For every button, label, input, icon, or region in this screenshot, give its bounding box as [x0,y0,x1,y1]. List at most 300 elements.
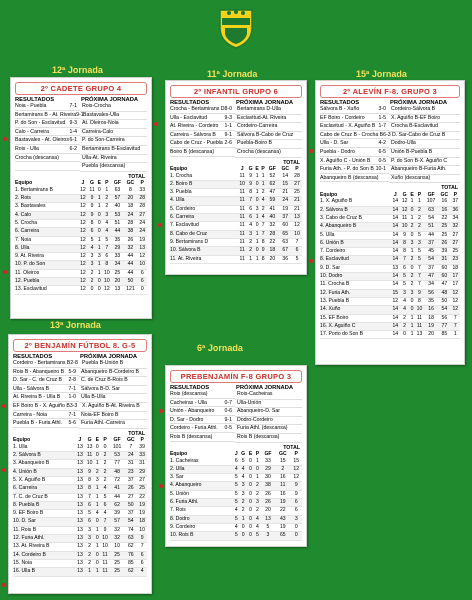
stat-cell: 9 [247,173,254,181]
stat-cell: 13 [77,493,83,500]
stat-cell: 3 [97,253,101,260]
stat-cell: 11 [416,322,423,329]
stat-cell: 5 [292,255,302,263]
stat-cell: 12 [392,297,399,304]
stat-cell: 2 [410,223,414,230]
stat-cell: 23 [124,468,137,476]
team-name: 8. Ulla [15,244,78,252]
stat-cell: 1 [410,322,414,329]
stat-cell: 24 [123,211,137,219]
stat-cell: 4 [239,474,247,482]
table-row [13,510,147,518]
match-score: 9-1 [76,111,84,118]
next-fixture: Rois-Crocha [82,103,111,109]
stat-cell: 1 [410,214,414,221]
stat-cell: 12 [452,297,459,304]
match-teams: Cordeiro - Bertamirans B [13,360,71,366]
results-section [166,385,306,443]
stat-cell: 31 [124,460,137,468]
stat-cell: 1 [97,236,101,243]
table-row [320,314,460,322]
stat-cell: 14 [279,173,292,181]
table-row [13,518,147,526]
stat-cell: 2 [410,273,414,280]
stat-cell: 13 [416,331,423,338]
stat-cell: 11 [275,482,290,490]
stat-cell: 13 [77,485,83,492]
stat-cell: 2 [239,499,247,507]
table-row [170,238,302,246]
standings-table [320,191,460,339]
team-name: 7. Rois [170,507,233,515]
stat-cell: 0 [247,490,254,498]
team-name: 9. At. Riveira [15,253,78,261]
stat-cell: 8 [261,255,265,262]
stat-cell: 12 [80,236,86,243]
stat-cell: 54 [124,518,137,526]
results-section [11,97,151,172]
stat-cell: 2 [100,476,110,484]
standings-header: G [402,191,407,198]
stat-cell: 28 [266,230,278,238]
stat-cell: 9 [100,526,110,534]
team-name: 2. Rois [15,195,78,203]
stat-cell: 53 [112,211,124,219]
stat-cell: 0 [95,518,99,525]
stat-cell: 11 [237,222,247,230]
stat-cell: 14 [392,206,399,213]
next-round-heading: PRÓXIMA JORNADA [81,97,139,103]
match-score: 7-1 [69,103,78,109]
stat-cell: 5 [254,532,261,540]
stat-cell: 6 [100,501,110,509]
stat-cell: 1 [415,198,424,206]
stat-cell: 9 [137,535,147,543]
match-teams: Puebla - Dodro [320,148,355,155]
stat-cell: 2 [100,452,110,460]
stat-cell: 32 [110,526,124,534]
stat-cell: 57 [112,195,124,203]
result-row [320,175,460,184]
stat-cell: 22 [438,214,451,222]
stat-cell: 0 [255,197,259,204]
stat-cell: 0 [239,523,247,531]
stat-cell: 11 [237,205,247,213]
table-row [170,532,302,540]
stat-cell: 1 [97,244,101,251]
stat-cell: 1 [410,331,414,338]
stat-cell: 6 [137,551,147,559]
stat-cell: 5 [88,236,97,244]
table-row [320,289,460,297]
table-row [320,248,460,256]
stat-cell: 6 [85,518,95,526]
stat-cell: 3 [102,211,111,219]
stat-cell: 35 [112,236,124,244]
stat-cell: 34 [424,281,438,289]
stat-cell: 65 [279,230,292,238]
match-teams: Puebla B - Furia Athl. [13,420,63,427]
result-row [13,386,147,395]
stat-cell: 33 [112,253,124,261]
next-fixture: Puebla (descansa) [82,163,126,170]
stat-cell: 16 [424,306,438,314]
standings-table [13,437,147,577]
highlight-dot [309,259,313,263]
stat-cell: 9 [400,231,409,239]
stat-cell: 5 [415,256,424,264]
stat-cell: 10 [86,460,93,467]
next-fixture: Furia Athl. (descansa) [237,425,288,432]
table-row [15,253,147,261]
stat-cell: 25 [438,223,451,231]
stat-cell: 0 [97,186,101,193]
stat-cell: 17 [452,273,459,280]
stat-cell: 14 [392,322,399,329]
stat-cell: 3 [95,476,99,483]
stat-cell: 19 [137,501,147,509]
stat-cell: 7 [261,222,265,229]
stat-cell: 0 [97,219,101,226]
match-score: 1-7 [378,123,387,130]
stat-cell: 14 [392,198,399,205]
next-fixture: Ulla B-Ulla [81,394,106,401]
table-row [320,256,460,264]
standings-header: P [295,166,299,173]
card-title: PREBENJAMÍN F-8 GRUPO 3 [170,370,302,383]
stat-cell: 28 [139,203,146,210]
table-row [320,264,460,272]
stat-cell: 3 [415,239,424,247]
stat-cell: 5 [400,281,409,289]
stat-cell: 10 [139,261,146,268]
stat-cell: 11 [85,452,95,460]
stat-cell: 1 [254,474,261,482]
highlight-dot [158,223,162,227]
standings-header: GC [278,451,287,458]
stat-cell: 5 [234,532,238,539]
result-row [13,403,147,412]
stat-cell: 24 [124,452,137,460]
team-name: 12. Furia Ath. [320,289,391,297]
stat-cell: 27 [452,231,459,238]
stat-cell: 1 [255,189,259,196]
stat-cell: 12 [401,206,408,213]
team-name: 1. Crocha [170,173,237,181]
stat-cell: 5 [415,248,424,256]
stat-cell: 31 [137,460,147,468]
results-heading: RESULTADOS [15,97,55,103]
stat-cell: 1 [95,543,99,550]
next-round-heading: PRÓXIMA JORNADA [236,100,294,106]
stat-cell: 12 [80,244,86,251]
stat-cell: 8 [102,261,111,269]
result-row [170,115,302,124]
stat-cell: 1 [95,526,99,533]
highlight-dot [309,149,313,153]
stat-cell: 18 [123,203,137,211]
match-teams: Rois B (descansa) [170,433,213,440]
stat-cell: 0 [247,532,254,540]
stat-cell: 44 [424,231,438,239]
stat-cell: 4 [102,228,111,236]
stat-cell: 0 [97,278,101,285]
stat-cell: 21 [292,197,302,205]
stat-cell: 14 [392,281,399,288]
stat-cell: 44 [123,253,137,261]
stat-cell: 6 [137,269,147,277]
stat-cell: 2 [247,247,254,255]
results-heading: RESULTADOS [170,100,210,106]
stat-cell: 29 [261,465,275,473]
stat-cell: 62 [266,180,278,188]
stat-cell: 28 [139,195,146,202]
match-score: 1-1 [224,123,233,130]
stat-cell: 6 [88,228,97,236]
stat-cell: 20 [424,331,438,339]
result-row [15,146,147,155]
stat-cell: 6 [102,253,111,261]
stat-cell: 5 [261,523,275,531]
stat-cell: 15 [291,458,303,466]
next-fixture: Puebla-Boiro B [237,140,272,147]
prebenjamin-card [165,365,307,547]
stat-cell: 3 [410,239,414,246]
table-row [170,507,302,515]
benjamin-card [8,334,152,594]
stat-cell: 1 [102,187,111,195]
stat-cell: 29 [112,244,124,252]
stat-cell: 0 [88,286,97,294]
stat-cell: 7 [400,256,409,264]
stat-cell: 8 [123,187,137,195]
stat-cell: 6 [291,507,303,515]
stat-cell: 56 [424,289,438,297]
stat-cell: 28 [292,173,302,181]
next-fixture: Sálvora B-D. Sar [81,385,120,392]
result-row [170,400,302,409]
standings-header: E [97,180,101,187]
stat-cell: 72 [110,476,124,484]
stat-cell: 23 [452,256,459,263]
table-row [13,568,147,576]
result-row [320,149,460,158]
stat-cell: 7 [451,314,460,322]
stat-cell: 11 [100,568,110,576]
stat-cell: 4 [400,297,409,305]
stat-cell: 3 [239,490,247,498]
stat-cell: 8 [85,476,95,484]
stat-cell: 36 [452,206,459,213]
stat-cell: 25 [110,559,124,567]
result-row [13,412,147,421]
stat-cell: 0 [247,523,254,531]
standings-header: E [248,451,253,458]
team-name: 5. Ulla [320,231,391,239]
stat-cell: 14 [392,214,399,221]
table-row [13,535,147,543]
stat-cell: 6 [291,499,303,507]
standings-header: P [140,437,144,444]
match-teams: At. Riveira - Cordeiro [170,123,219,130]
stat-cell: 9 [291,490,303,498]
team-name: 3. Sar [170,474,233,482]
stat-cell: 7 [102,244,111,252]
stat-cell: 13 [77,510,83,517]
stat-cell: 3 [255,205,259,212]
stat-cell: 1 [451,331,460,339]
standings-header: Equipo [170,451,188,458]
team-name: 6. Unión B [320,239,391,247]
team-name: 7. C. de Cruz B [13,493,75,501]
stat-cell: 17 [452,281,459,288]
next-fixture: Puebla B-Unión B [82,360,124,366]
stat-cell: 9 [85,468,95,476]
stat-cell: 10 [401,223,408,230]
match-score: 6-5 [378,148,387,155]
stat-cell: 2 [415,206,424,214]
stat-cell: 25 [438,231,451,239]
team-name: 11. Oleiros [15,269,78,277]
match-teams: Carreira - Sálvora B [170,131,216,138]
stat-cell: 12 [452,289,459,296]
stat-cell: 107 [424,198,438,206]
standings-header: G [241,451,246,458]
team-name: 11. At. Riveira [170,255,237,263]
results-section [9,354,151,429]
standings-header: J [78,437,82,444]
stat-cell: 6 [85,501,95,509]
stat-cell: 15 [275,458,290,466]
cadete-card [10,77,152,319]
table-row [170,499,302,507]
stat-cell: 57 [110,518,124,526]
table-row [320,198,460,206]
team-name: 10. Dodro [320,273,391,281]
stat-cell: 27 [137,476,147,484]
table-row [15,219,147,227]
stat-cell: 51 [112,219,124,227]
next-fixture: Rois B (descansa) [237,433,280,440]
stat-cell: 6 [247,214,254,222]
stat-cell: 10 [103,269,110,276]
stat-cell: 12 [452,306,459,313]
table-row [170,482,302,490]
stat-cell: 19 [424,322,438,330]
stat-cell: 77 [110,460,124,468]
stat-cell: 1 [97,261,101,268]
table-row [170,222,302,230]
stat-cell: 44 [112,228,124,236]
table-row [320,214,460,222]
stat-cell: 13 [77,568,83,575]
stat-cell: 3 [85,535,95,543]
stat-cell: 7 [415,273,424,281]
highlight-dot [3,137,7,141]
next-fixture: C. de Cruz B-Rois B [81,377,128,384]
stat-cell: 0 [255,180,259,187]
stat-cell: 77 [438,322,451,330]
stat-cell: 13 [77,543,83,550]
result-row [13,394,147,403]
result-row [320,106,460,115]
table-row [320,306,460,314]
stat-cell: 1 [255,214,259,221]
stat-cell: 10 [292,230,302,238]
team-name: 6. Carreira [13,485,75,493]
stat-cell: 0 [254,465,261,473]
stat-cell: 5 [100,493,110,501]
match-teams: EF Boiro B - X. Aguiño B [13,402,70,409]
table-row [15,278,147,286]
match-teams: Unión - Abanqueiro [170,408,215,415]
stat-cell: 11 [89,186,95,193]
stat-cell: 38 [123,228,137,236]
team-name: 6. Carreira [170,214,237,222]
stat-cell: 1 [255,238,259,245]
stat-cell: 34 [452,214,459,221]
table-row [13,501,147,509]
stat-cell: 2 [254,490,261,498]
team-name: 12. Puebla [15,278,78,286]
standings-header: P [103,437,107,444]
stat-cell: 22 [137,493,147,501]
table-row [15,269,147,277]
table-row [320,206,460,214]
match-teams: Furia Ath. - P. do Son B [320,166,374,173]
team-name: 4. Ulla [170,197,237,205]
table-row [15,286,147,294]
stat-cell: 2 [254,482,261,490]
stat-cell: 3 [88,261,97,269]
stat-cell: 22 [275,507,290,515]
stat-cell: 14 [392,248,399,255]
table-row [170,465,302,473]
table-row [170,458,302,466]
table-row [13,485,147,493]
card-title: 2º ALEVÍN F-8. GRUPO 3 [320,85,460,98]
stat-cell: 1 [97,269,101,276]
stat-cell: 13 [112,286,124,294]
standings-header: E [410,191,414,198]
stat-cell: 2 [275,465,290,473]
standings-header: E [95,437,100,444]
stat-cell: 2 [100,460,110,468]
stat-cell: 25 [112,269,124,277]
next-fixture: Bertamirans B-Esclavitud [82,145,141,152]
next-fixture: Xuño (descansa) [391,174,431,181]
stat-cell: 10 [102,535,108,542]
next-fixture: P. do Son-Carreira [82,137,125,144]
stat-cell: 12 [80,186,86,193]
match-score: 4-2 [378,140,387,147]
stat-cell: 20 [112,278,124,286]
result-row [320,115,460,124]
stat-cell: 48 [110,468,124,476]
next-fixture: Esclavitud-At. Riveira [237,114,287,121]
table-row [170,523,302,531]
match-teams: Crocha (descansa) [15,154,59,161]
match-score: 0-5 [224,425,233,432]
stat-cell: 63 [112,187,124,195]
stat-cell: 63 [279,238,292,246]
result-row [170,434,302,443]
stat-cell: 0 [97,286,101,293]
table-row [15,244,147,252]
team-name: 1. Bertamirans B [15,187,78,195]
stat-cell: 47 [266,189,278,197]
stat-cell: 6 [247,205,254,213]
